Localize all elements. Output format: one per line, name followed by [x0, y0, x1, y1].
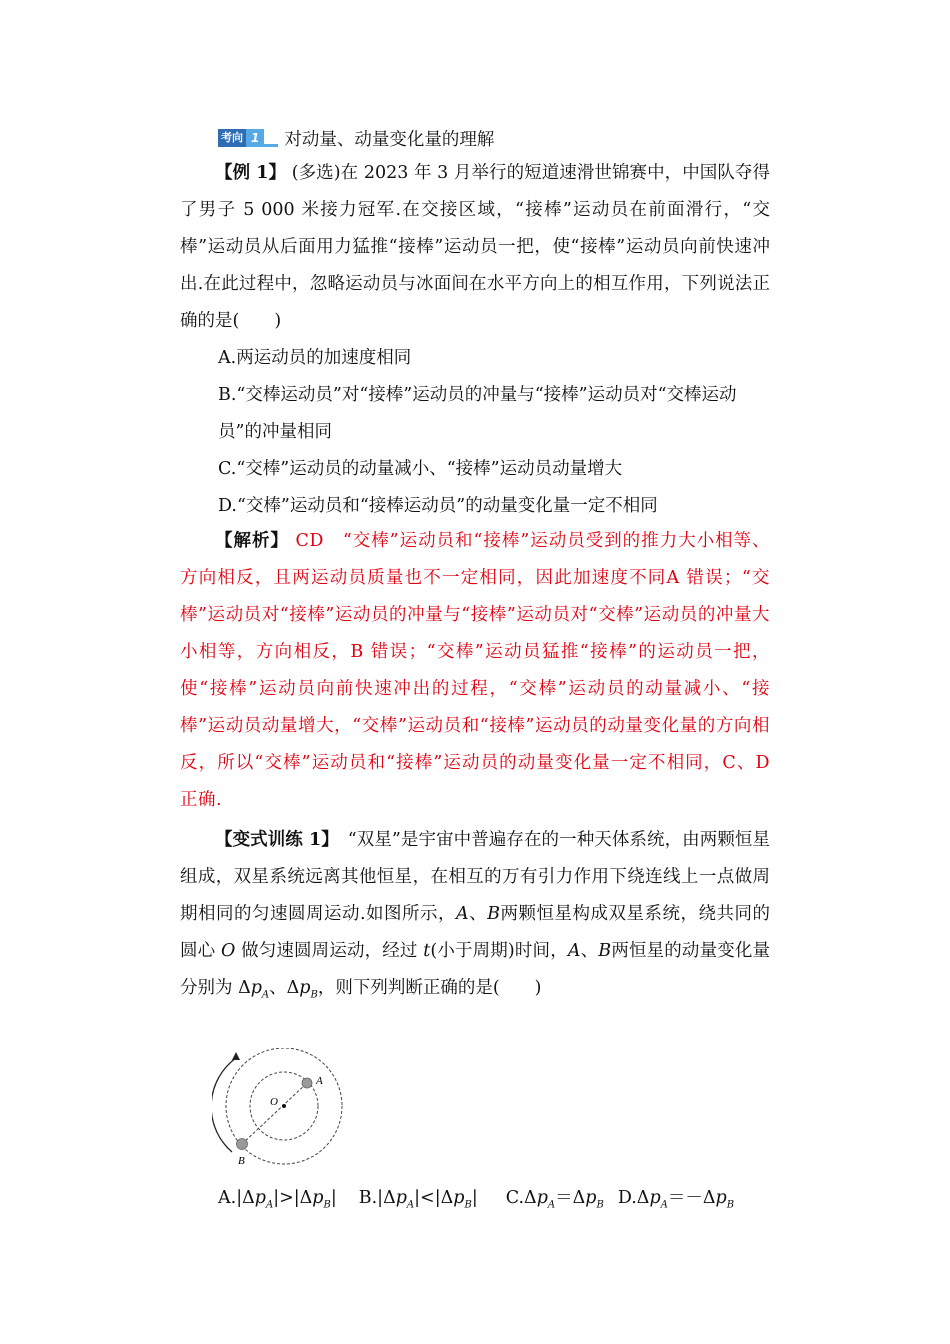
rotation-arrow-arc [212, 1058, 236, 1152]
var-b-2: B [598, 941, 612, 961]
opt-c-p: p [536, 1188, 548, 1208]
example-1-question [180, 155, 770, 340]
variant-1-label: 【变式训练 1】 [215, 830, 331, 850]
opt-c-sub: A [547, 1199, 556, 1211]
opt-b-sub2: B [464, 1199, 472, 1211]
var-p-2: p [299, 978, 311, 998]
variant-1-text-c: 做匀速圆周运动，经过 [235, 941, 424, 961]
variant-option-c [505, 1188, 604, 1211]
var-p: p [250, 978, 262, 998]
variant-option-a [218, 1188, 337, 1211]
opt-d-sub: A [660, 1199, 668, 1211]
var-o: O [221, 941, 236, 961]
opt-a-p: p [254, 1188, 266, 1208]
opt-b-mid: |<|Δ [414, 1188, 454, 1208]
opt-a-sub: A [265, 1199, 274, 1211]
variant-option-d [617, 1188, 735, 1211]
center-point [282, 1104, 286, 1108]
var-a: A [456, 904, 469, 924]
opt-d-p2: p [715, 1188, 727, 1208]
opt-a-sub2: B [323, 1199, 331, 1211]
connecting-line [242, 1083, 307, 1144]
opt-a-mid: |>|Δ [273, 1188, 313, 1208]
badge-text: 考向 [218, 129, 246, 147]
label-o: O [270, 1096, 278, 1108]
opt-d-mid: ＝－Δ [667, 1188, 716, 1208]
variant-1-text-d: (小于周期)时间， [430, 941, 568, 961]
analysis-block [180, 523, 770, 819]
sub-b: B [310, 989, 318, 1001]
example-1-label: 【例 1】 [215, 163, 287, 183]
opt-c-sub2: B [596, 1199, 604, 1211]
sep-3: 、 [269, 978, 287, 998]
binary-star-diagram [212, 1048, 352, 1173]
var-b: B [487, 904, 501, 924]
star-b [237, 1139, 248, 1150]
section-title: 对动量、动量变化量的理解 [284, 129, 495, 150]
opt-d-sub2: B [726, 1199, 735, 1211]
variant-1-text-a: “双星”是宇宙中普遍存在的一种天体系统，由两颗恒星组成，双星系统远离其他恒星，在相互的万有引力作用下绕连线上一点做周期相同的匀速圆周运动.如图所示， [180, 830, 770, 924]
badge-number: 1 [246, 129, 264, 147]
opt-a-pre: A.|Δ [218, 1188, 255, 1208]
analysis-label: 【解析】 [215, 531, 289, 551]
section-heading [218, 123, 494, 153]
badge-tail [264, 129, 278, 147]
opt-b-pre: B.|Δ [358, 1188, 396, 1208]
variant-1-text-f: ，则下列判断正确的是( ) [317, 978, 542, 998]
variant-1-text-e: 两恒星的动量变化量分别为 Δ [180, 941, 771, 998]
opt-c-p2: p [585, 1188, 597, 1208]
sep-2: 、 [580, 941, 599, 961]
variant-1-question: 【变式训练 1】 “双星”是宇宙中普遍存在的一种天体系统，由两颗恒星组成，双星系统远离其他恒星，在相互的万有引力作用下绕连线上一点做周期相同的匀速圆周运动.如图所示，A、B两颗恒星构成双星系统，绕共同的圆心 O 做匀速圆周运动，经过 t(小于周期)时间，A、B两恒星的动量变化量分别为 $\Delta p_A$、$\Delta p_B$，则下列判断正确的是( ) [180, 830, 771, 1001]
section-badge [218, 129, 278, 147]
opt-d-p: p [649, 1188, 661, 1208]
sep: 、 [468, 904, 488, 924]
star-a [302, 1078, 312, 1088]
sub-a: A [261, 989, 270, 1001]
example-1-option-c: C.“交棒”运动员的动量减小、“接棒”运动员动量增大 [218, 459, 623, 479]
variant-1-text-b: 两颗恒星构成双星系统，绕共同的圆心 [180, 904, 771, 961]
example-1-option-b: B.“交棒运动员”对“接棒”运动员的冲量与“接棒”运动员对“交棒运动员”的冲量相同 [218, 385, 737, 442]
opt-a-end: | [330, 1188, 337, 1208]
example-1-option-a: A.两运动员的加速度相同 [218, 348, 412, 368]
opt-b-p2: p [453, 1188, 465, 1208]
opt-d-pre: D.Δ [617, 1188, 650, 1208]
label-a: A [316, 1075, 323, 1087]
opt-b-end: | [471, 1188, 478, 1208]
rotation-arrowhead [232, 1052, 240, 1060]
opt-a-p2: p [312, 1188, 324, 1208]
var-t: t [423, 941, 431, 961]
opt-b-sub: A [406, 1199, 415, 1211]
opt-c-pre: C.Δ [505, 1188, 537, 1208]
opt-b-p: p [395, 1188, 407, 1208]
variant-1-options [218, 1180, 734, 1224]
analysis-text: CD “交棒”运动员和“接棒”运动员受到的推力大小相等、方向相反，且两运动员质量也不一定相同，因此加速度不同A 错误；“交棒”运动员对“接棒”运动员的冲量与“接棒”运动员对“交棒”运动员的冲量大小相等，方向相反，B 错误；“交棒”运动员猛推“接棒”的运动员一把，使“接棒”运动员向前快速冲出的过程，“交棒”运动员的动量减小、“接棒”运动员动量增大，“交棒”运动员和“接棒”运动员的动量变化量的方向相反，所以“交棒”运动员和“接棒”运动员的动量变化量一定不相同，C、D 正确. [180, 531, 770, 810]
example-1-text: (多选)在 2023 年 3 月举行的短道速滑世锦赛中，中国队夺得了男子 5 000 米接力冠军.在交接区域，“接棒”运动员在前面滑行，“交棒”运动员从后面用力猛推“接棒”运动员一把，使“接棒”运动员向前快速冲出.在此过程中，忽略运动员与冰面间在水平方向上的相互作用，下列说法正确的是( ) [180, 163, 770, 331]
example-1-option-d: D.“交棒”运动员和“接棒运动员”的动量变化量一定不相同 [218, 496, 658, 516]
var-a-2: A [567, 941, 581, 961]
variant-option-b [358, 1188, 478, 1211]
label-b: B [238, 1155, 245, 1167]
opt-c-mid: ＝Δ [555, 1188, 586, 1208]
